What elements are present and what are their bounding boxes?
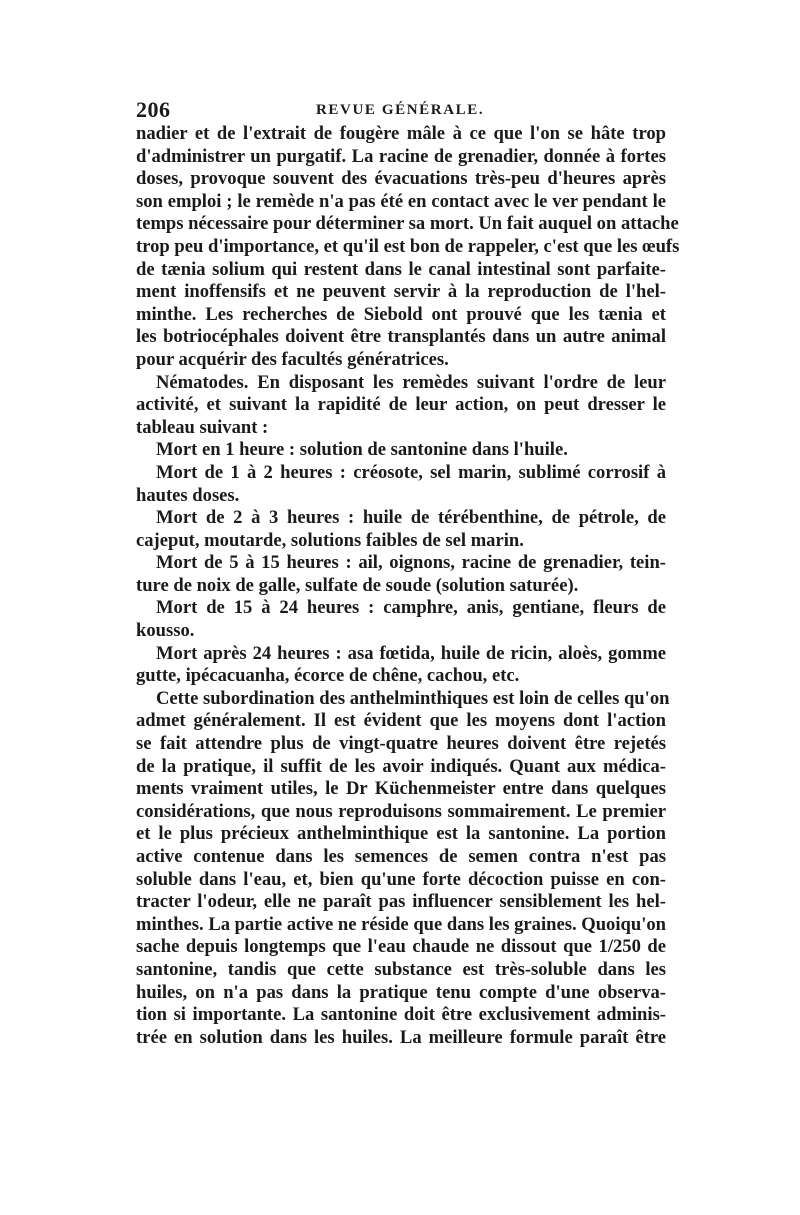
text-line: trée en solution dans les huiles. La meilleure formule paraît être: [136, 1026, 666, 1048]
text-line: pour acquérir des facultés génératrices.: [136, 348, 449, 370]
text-line: santonine, tandis que cette substance est très-soluble dans les: [136, 958, 666, 980]
text-line: son emploi ; le remède n'a pas été en contact avec le ver pendant le: [136, 190, 666, 212]
text-line: hautes doses.: [136, 484, 240, 506]
text-line: minthes. La partie active ne réside que dans les graines. Quoiqu'on: [136, 913, 666, 935]
text-line: tion si importante. La santonine doit être exclusivement adminis-: [136, 1004, 666, 1026]
text-line: Mort de 1 à 2 heures : créosote, sel marin, sublimé corrosif à: [156, 461, 666, 483]
text-line: kousso.: [136, 620, 195, 642]
running-title: REVUE GÉNÉRALE.: [316, 102, 485, 118]
text-line: Mort en 1 heure : solution de santonine dans l'huile.: [156, 439, 568, 461]
page-number: 206: [136, 97, 171, 122]
text-line: nadier et de l'extrait de fougère mâle à ce que l'on se hâte trop: [136, 123, 666, 144]
page-header: [136, 97, 666, 121]
text-line: activité, et suivant la rapidité de leur action, on peut dresser le: [136, 394, 666, 416]
text-line: huiles, on n'a pas dans la pratique tenu compte d'une observa-: [136, 981, 666, 1003]
text-line: ture de noix de galle, sulfate de soude (solution saturée).: [136, 574, 579, 596]
text-line: doses, provoque souvent des évacuations très-peu d'heures après: [136, 168, 666, 190]
text-line: tableau suivant :: [136, 416, 269, 438]
text-line: temps nécessaire pour déterminer sa mort. Un fait auquel on attache: [136, 213, 679, 235]
text-line: admet généralement. Il est évident que les moyens dont l'action: [136, 710, 666, 732]
body-text: [136, 123, 680, 1049]
text-line: Mort de 2 à 3 heures : huile de térébenthine, de pétrole, de: [156, 507, 666, 529]
text-line: Mort après 24 heures : asa fœtida, huile de ricin, aloès, gomme: [156, 642, 666, 664]
text-line: les botriocéphales doivent être transplantés dans un autre animal: [136, 326, 666, 348]
text-line: et le plus précieux anthelminthique est la santonine. La portion: [136, 823, 666, 845]
text-line: soluble dans l'eau, et, bien qu'une forte décoction puisse en con-: [136, 868, 666, 890]
text-line: Nématodes. En disposant les remèdes suivant l'ordre de leur: [156, 371, 666, 393]
text-line: gutte, ipécacuanha, écorce de chêne, cachou, etc.: [136, 665, 520, 687]
text-line: trop peu d'importance, et qu'il est bon de rappeler, c'est que les œufs: [136, 235, 680, 257]
text-line: considérations, que nous reproduisons sommairement. Le premier: [136, 800, 666, 822]
text-line: Cette subordination des anthelminthiques est loin de celles qu'on: [156, 687, 670, 709]
text-line: ment inoffensifs et ne peuvent servir à la reproduction de l'hel-: [136, 281, 666, 303]
text-line: tracter l'odeur, elle ne paraît pas influencer sensiblement les hel-: [136, 891, 666, 913]
text-line: sache depuis longtemps que l'eau chaude ne dissout que 1/250 de: [136, 936, 666, 958]
text-line: se fait attendre plus de vingt-quatre heures doivent être rejetés: [136, 733, 666, 755]
text-line: cajeput, moutarde, solutions faibles de sel marin.: [136, 529, 524, 551]
text-line: minthe. Les recherches de Siebold ont prouvé que les tænia et: [136, 303, 666, 325]
text-line: Mort de 5 à 15 heures : ail, oignons, racine de grenadier, tein-: [156, 552, 666, 574]
text-line: de la pratique, il suffit de les avoir indiqués. Quant aux médica-: [136, 755, 666, 777]
text-line: de tænia solium qui restent dans le canal intestinal sont parfaite-: [136, 258, 666, 280]
text-line: ments vraiment utiles, le Dr Küchenmeister entre dans quelques: [136, 778, 666, 800]
text-line: active contenue dans les semences de semen contra n'est pas: [136, 846, 666, 867]
text-line: d'administrer un purgatif. La racine de grenadier, donnée à fortes: [136, 145, 666, 167]
text-line: Mort de 15 à 24 heures : camphre, anis, gentiane, fleurs de: [156, 597, 666, 619]
